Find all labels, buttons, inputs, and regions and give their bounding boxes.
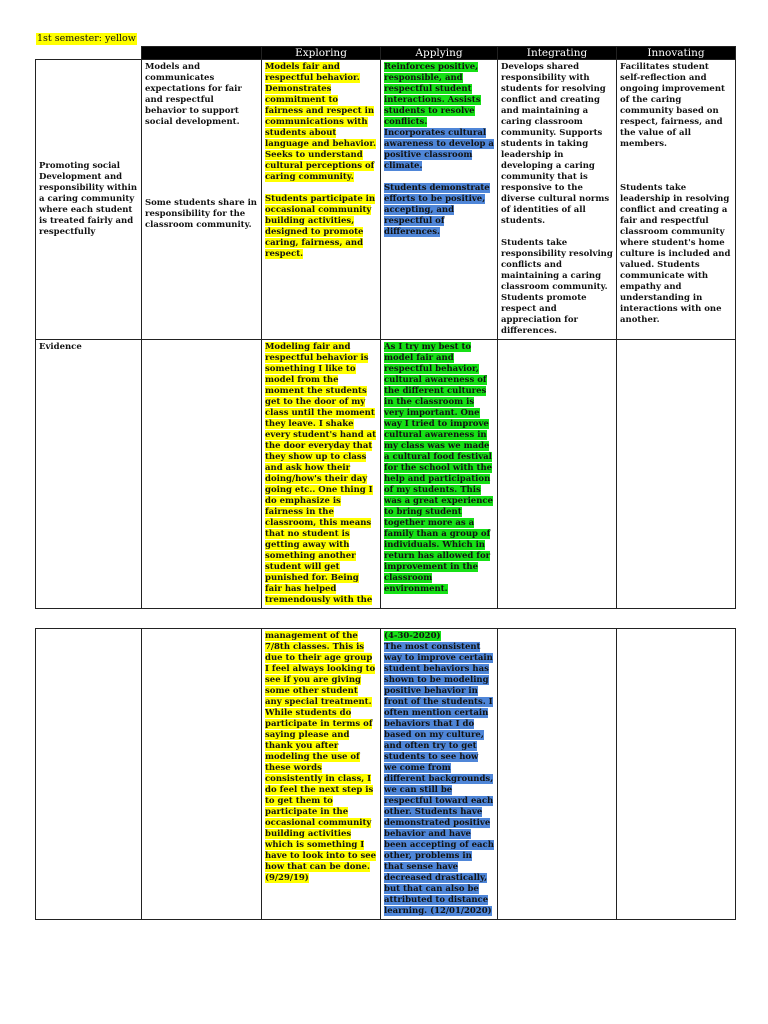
baseline-text-2: Some students share in responsibility for the classroom community. <box>145 198 257 230</box>
rubric-table-page2 <box>35 628 736 920</box>
header-integrating: Integrating <box>498 47 617 60</box>
evidence-exploring-text: Modeling fair and respectful behavior is something I like to model from the moment the students get to the door of my class until the moment they leave. I shake every student's hand at the door everyday that they show up to class and ask how their doing/how's their day going etc.. One thing I do emphasize is fairness in the classroom, this means that no student is getting away with something another student will get punished for. Being fair has helped tremendously with the <box>265 342 377 605</box>
evidence-applying-cell <box>381 340 498 609</box>
evidence-exploring-cell <box>262 340 381 609</box>
continued-label-cell <box>36 629 142 920</box>
evidence-innovating-cell <box>617 340 736 609</box>
row-label: Promoting social Development and responsibility within a caring community where each student is treated fairly and respectfully <box>39 161 137 237</box>
header-exploring: Exploring <box>262 47 381 60</box>
innovating-text-1: Facilitates student self-reflection and ongoing improvement of the caring community based on respect, fairness, and the value of all members. <box>620 62 725 149</box>
evidence-label: Evidence <box>39 342 82 352</box>
continued-integrating-cell <box>498 629 617 920</box>
row-label-cell <box>36 60 142 340</box>
continued-applying-text: The most consistent way to improve certain student behaviors has shown to be modeling positive behavior in front of the students. I often mention certain behaviors that I do based on my culture, and often try to get students to see how we come from different backgrounds, we can still be respectful toward each other. Students have demonstrated positive behavior and have been accepting of each other, problems in that sense have decreased drastically, but that can also be attributed to distance learning. (12/01/2020) <box>384 642 494 916</box>
header-applying: Applying <box>381 47 498 60</box>
rubric-table-page1 <box>35 46 736 609</box>
continued-exploring-text: management of the 7/8th classes. This is due to their age group I feel always looking to see if you are giving some other student any special treatment. While students do participate in terms of saying please and thank you after modeling the use of these words consistently in class, I do feel the next step is to get them to participate in the occasional community building activities which is something I have to look into to see how that can be done. (9/29/19) <box>265 631 377 883</box>
continued-applying-date: (4-30-2020) <box>384 631 441 641</box>
evidence-integrating-cell <box>498 340 617 609</box>
continued-innovating-cell <box>617 629 736 920</box>
integrating-cell <box>498 60 617 340</box>
header-innovating: Innovating <box>617 47 736 60</box>
exploring-cell <box>262 60 381 340</box>
baseline-text-1: Models and communicates expectations for fair and respectful behavior to support social development. <box>145 62 242 127</box>
continued-row <box>36 629 736 920</box>
exploring-text-2: Seeks to understand cultural perceptions of caring community. <box>265 150 375 182</box>
continued-exploring-cell <box>262 629 381 920</box>
header-spacer <box>36 47 142 60</box>
applying-text-3: Students demonstrate efforts to be positive, accepting, and respectful of differences. <box>384 183 490 237</box>
integrating-text-1: Develops shared responsibility with students for resolving conflict and creating and maintaining a caring classroom community. Supports students in taking leadership in developing a caring community that is responsive to the diverse cultural norms of identities of all students. <box>501 62 610 226</box>
applying-cell <box>381 60 498 340</box>
exploring-text-1: Models fair and respectful behavior. Demonstrates commitment to fairness and respect in communications with students about language and behavior. <box>265 62 376 149</box>
applying-text-2: Incorporates cultural awareness to develop a positive classroom climate. <box>384 128 494 171</box>
header-blank-dark <box>142 47 262 60</box>
innovating-cell <box>617 60 736 340</box>
innovating-text-2: Students take leadership in resolving conflict and creating a fair and respectful classroom community where student's home culture is included and valued. Students communicate with empathy and understanding in interactions with one another. <box>620 183 731 325</box>
integrating-text-2: Students take responsibility resolving conflicts and maintaining a caring classroom community. Students promote respect and appreciation for differences. <box>501 238 613 336</box>
evidence-row <box>36 340 736 609</box>
evidence-baseline-cell <box>142 340 262 609</box>
continued-applying-cell <box>381 629 498 920</box>
evidence-label-cell <box>36 340 142 609</box>
semester-legend: 1st semester: yellow <box>37 33 136 44</box>
evidence-applying-text: As I try my best to model fair and respectful behavior, cultural awareness of the different cultures in the classroom is very important. One way I tried to improve cultural awareness in my class was we made a cultural food festival for the school with the help and participation of my students. This was a great experience to bring student together more as a family than a group of individuals. Which in return has allowed for improvement in the classroom environment. <box>384 342 493 594</box>
applying-text-1: Reinforces positive, responsible, and respectful student interactions. Assists students to resolve conflicts. <box>384 62 481 127</box>
continued-baseline-cell <box>142 629 262 920</box>
rubric-row <box>36 60 736 340</box>
baseline-cell <box>142 60 262 340</box>
exploring-text-3: Students participate in occasional community building activities, designed to promote caring, fairness, and respect. <box>265 194 376 259</box>
header-row <box>36 47 736 60</box>
